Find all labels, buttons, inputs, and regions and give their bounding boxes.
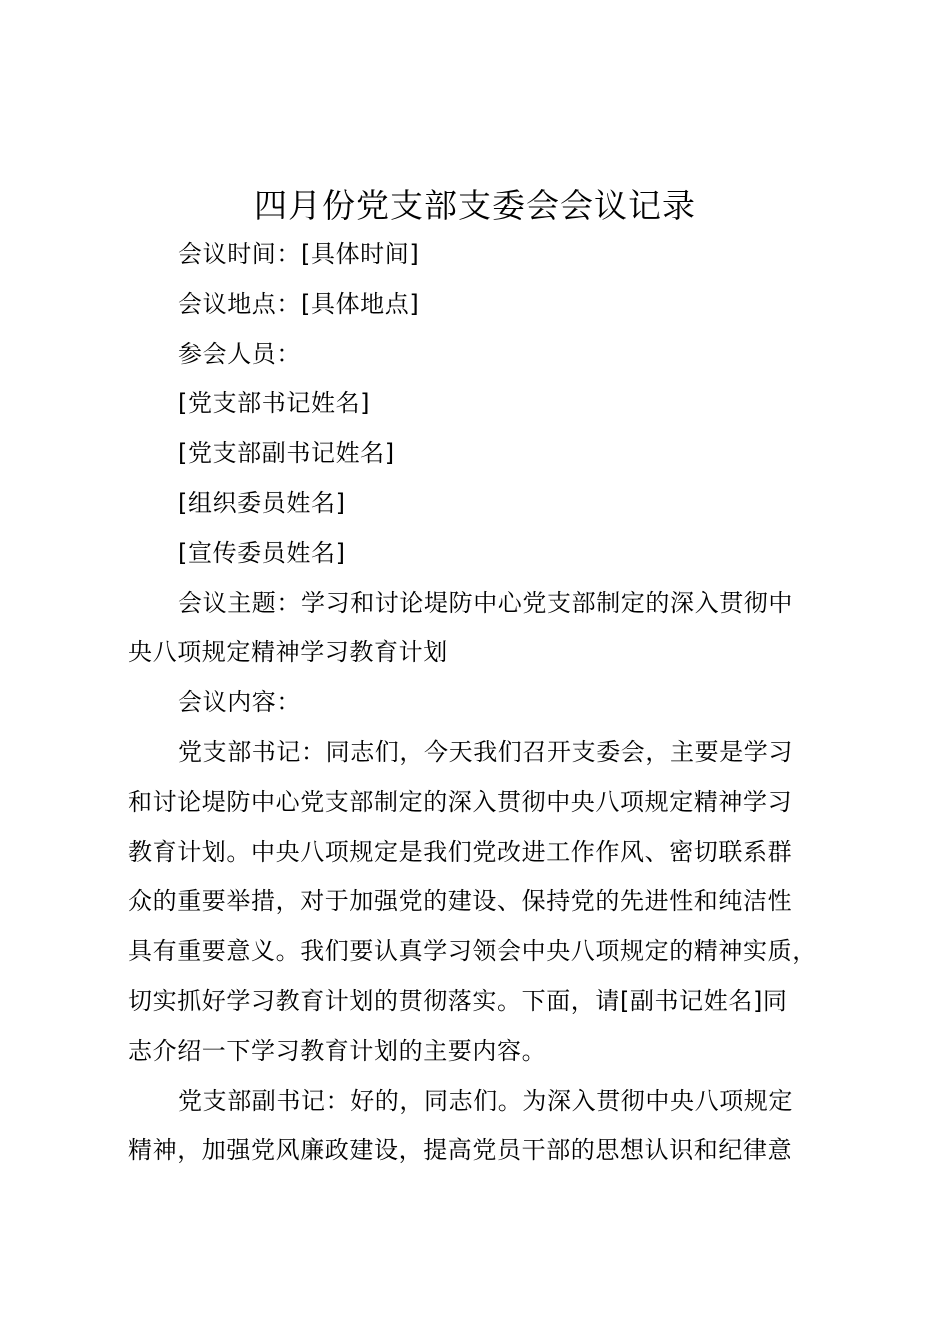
meeting-content-label: 会议内容：	[178, 688, 301, 717]
deputy-secretary-speech-line: 精神，加强党风廉政建设，提高党员干部的思想认识和纪律意	[128, 1136, 793, 1165]
meeting-location-line: 会议地点：[具体地点]	[178, 289, 420, 318]
attendee-publicity-member: [宣传委员姓名]	[178, 538, 346, 567]
meeting-time-line: 会议时间：[具体时间]	[178, 240, 420, 268]
secretary-speech-line: 和讨论堤防中心党支部制定的深入贯彻中央八项规定精神学习	[128, 787, 793, 816]
document-body	[128, 230, 840, 1176]
attendee-deputy-secretary: [党支部副书记姓名]	[178, 439, 395, 468]
attendee-organization-member: [组织委员姓名]	[178, 488, 346, 517]
meeting-topic-line: 会议主题：学习和讨论堤防中心党支部制定的深入贯彻中	[178, 588, 793, 617]
secretary-speech-line: 众的重要举措，对于加强党的建设、保持党的先进性和纯洁性	[128, 887, 793, 916]
meeting-topic-continued: 央八项规定精神学习教育计划	[128, 638, 448, 667]
secretary-speech-line: 教育计划。中央八项规定是我们党改进工作作风、密切联系群	[128, 837, 793, 866]
deputy-secretary-speech-line: 党支部副书记：好的，同志们。为深入贯彻中央八项规定	[178, 1086, 793, 1115]
secretary-speech-line: 志介绍一下学习教育计划的主要内容。	[128, 1036, 547, 1065]
attendee-secretary: [党支部书记姓名]	[178, 389, 371, 418]
secretary-speech-line: 党支部书记：同志们，今天我们召开支委会，主要是学习	[178, 737, 793, 766]
secretary-speech-line: 具有重要意义。我们要认真学习领会中央八项规定的精神实质，	[128, 937, 817, 966]
document-title: 四月份党支部支委会会议记录	[254, 186, 696, 225]
attendees-label: 参会人员：	[178, 339, 301, 368]
secretary-speech-line: 切实抓好学习教育计划的贯彻落实。下面，请[副书记姓名]同	[128, 986, 788, 1015]
